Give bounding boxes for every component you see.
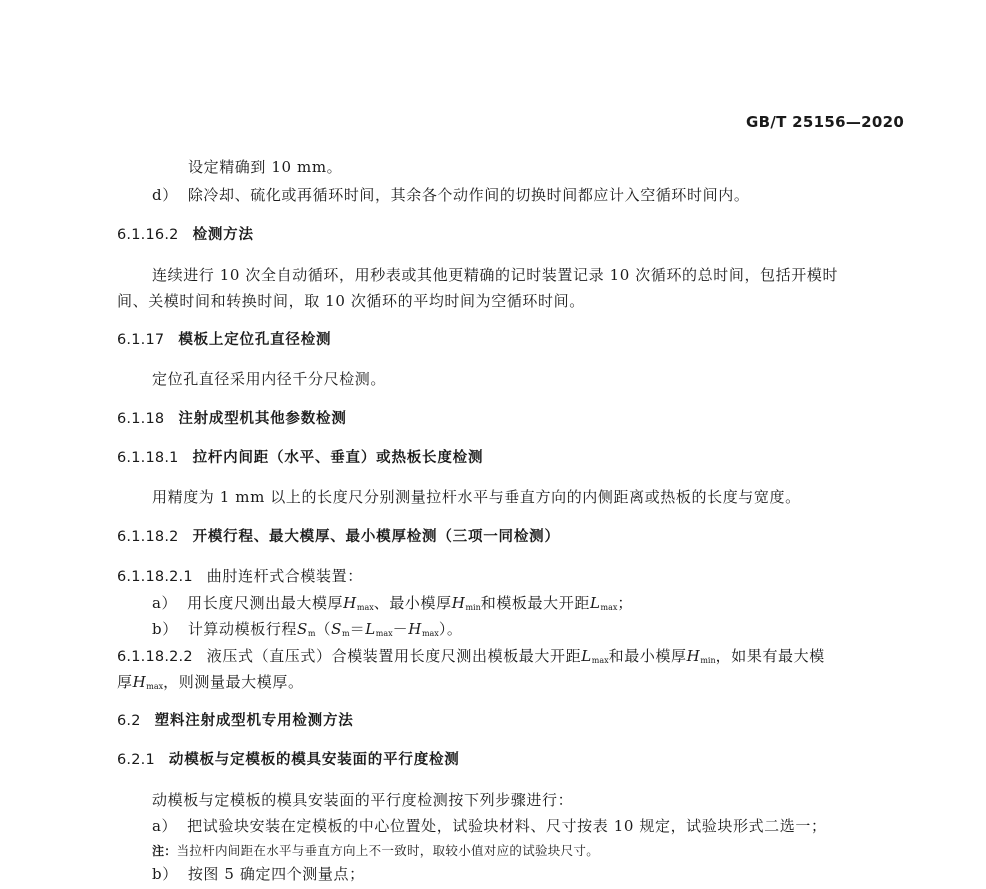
paragraph-line: 连续进行 10 次全自动循环，用秒表或其他更精确的记时装置记录 10 次循环的总时间，包括开模时 xyxy=(152,266,839,284)
paragraph: 定位孔直径采用内径千分尺检测。 xyxy=(152,370,387,388)
list-label: d） xyxy=(152,186,178,204)
subclause-text: 和最小模厚 xyxy=(608,647,687,665)
heading-number: 6.1.17 xyxy=(117,332,165,348)
note xyxy=(152,842,599,860)
heading-6-1-18 xyxy=(117,409,347,429)
symbol-s: S xyxy=(297,620,308,638)
paragraph-line: 间、关模时间和转换时间，取 10 次循环的平均时间为空循环时间。 xyxy=(117,292,585,310)
list-text: （ xyxy=(315,620,332,638)
heading-title: 塑料注射成型机专用检测方法 xyxy=(154,713,354,729)
heading-6-1-18-1 xyxy=(117,448,483,468)
heading-number: 6.2 xyxy=(117,713,141,729)
list-text: 、最小模厚 xyxy=(373,594,452,612)
subscript: max xyxy=(421,629,439,638)
list-text: 把试验块安装在定模板的中心位置处，试验块材料、尺寸按表 10 规定，试验块形式二选一； xyxy=(187,817,827,835)
symbol-h: H xyxy=(408,620,422,638)
subclause-text: 液压式（直压式）合模装置用长度尺测出模板最大开距 xyxy=(206,647,582,665)
heading-title: 动模板与定模板的模具安装面的平行度检测 xyxy=(168,752,460,768)
list-label: b） xyxy=(152,865,178,883)
heading-title: 模板上定位孔直径检测 xyxy=(178,332,332,348)
heading-6-1-17 xyxy=(117,330,331,350)
list-item-a xyxy=(152,593,633,618)
subclause-number: 6.1.18.2.1 xyxy=(117,569,193,585)
list-text: 按图 5 确定四个测量点； xyxy=(187,865,365,883)
heading-number: 6.1.18 xyxy=(117,411,165,427)
symbol-h: H xyxy=(343,594,357,612)
heading-6-1-16-2 xyxy=(117,225,254,245)
subscript: max xyxy=(146,682,164,691)
subscript: max xyxy=(356,603,374,612)
symbol-h: H xyxy=(686,647,701,665)
heading-title: 开模行程、最大模厚、最小模厚检测（三项一同检测） xyxy=(192,529,560,545)
list-label: a） xyxy=(152,594,178,612)
symbol-s: S xyxy=(331,620,342,638)
list-text: 计算动模板行程 xyxy=(187,620,298,638)
subscript: m xyxy=(342,629,350,638)
subscript: m xyxy=(307,629,316,638)
subclause-text: 曲肘连杆式合模装置： xyxy=(206,567,363,585)
list-label: a） xyxy=(152,817,178,835)
list-text: 除冷却、硫化或再循环时间，其余各个动作间的切换时间都应计入空循环时间内。 xyxy=(187,186,750,204)
list-text: ＝ xyxy=(349,620,366,638)
list-text: 用长度尺测出最大模厚 xyxy=(187,594,344,612)
subscript: max xyxy=(375,629,393,638)
list-item-b xyxy=(152,619,463,644)
heading-6-2-1 xyxy=(117,750,460,770)
subclause-6-1-18-2-1 xyxy=(117,566,363,587)
list-item-b xyxy=(152,864,365,884)
heading-6-2 xyxy=(117,711,354,731)
list-text: － xyxy=(392,620,409,638)
subscript: min xyxy=(465,603,481,612)
heading-title: 拉杆内间距（水平、垂直）或热板长度检测 xyxy=(192,450,484,466)
note-text: 当拉杆内间距在水平与垂直方向上不一致时，取较小值对应的试验块尺寸。 xyxy=(176,843,600,858)
symbol-l: L xyxy=(589,594,601,612)
subclause-6-1-18-2-2-line2 xyxy=(117,672,304,697)
list-label: b） xyxy=(152,620,178,638)
list-text: ； xyxy=(617,594,633,612)
heading-number: 6.1.18.1 xyxy=(117,450,179,466)
subclause-text: 厚 xyxy=(117,673,133,691)
subscript: max xyxy=(600,603,618,612)
symbol-h: H xyxy=(451,594,466,612)
paragraph-continuation: 设定精确到 10 mm。 xyxy=(188,158,343,176)
subclause-number: 6.1.18.2.2 xyxy=(117,649,193,665)
list-item-a xyxy=(152,816,827,836)
standard-number: GB/T 25156—2020 xyxy=(746,113,905,131)
heading-number: 6.1.18.2 xyxy=(117,529,179,545)
heading-6-1-18-2 xyxy=(117,527,560,547)
symbol-l: L xyxy=(581,647,592,665)
list-item-d xyxy=(152,185,749,205)
heading-title: 检测方法 xyxy=(192,227,254,243)
heading-title: 注射成型机其他参数检测 xyxy=(178,411,347,427)
list-text: 和模板最大开距 xyxy=(480,594,590,612)
list-text: ）。 xyxy=(438,620,463,638)
paragraph: 动模板与定模板的模具安装面的平行度检测按下列步骤进行： xyxy=(152,791,574,809)
subscript: max xyxy=(591,656,609,665)
note-label: 注： xyxy=(152,844,177,858)
paragraph: 用精度为 1 mm 以上的长度尺分别测量拉杆水平与垂直方向的内侧距离或热板的长度与宽度。 xyxy=(152,488,801,506)
subscript: min xyxy=(700,656,716,665)
symbol-h: H xyxy=(132,673,147,691)
heading-number: 6.2.1 xyxy=(117,752,155,768)
symbol-l: L xyxy=(365,620,376,638)
subclause-text: ，则测量最大模厚。 xyxy=(163,673,304,691)
subclause-text: ，如果有最大模 xyxy=(715,647,825,665)
heading-number: 6.1.16.2 xyxy=(117,227,179,243)
subclause-6-1-18-2-2 xyxy=(117,646,825,671)
